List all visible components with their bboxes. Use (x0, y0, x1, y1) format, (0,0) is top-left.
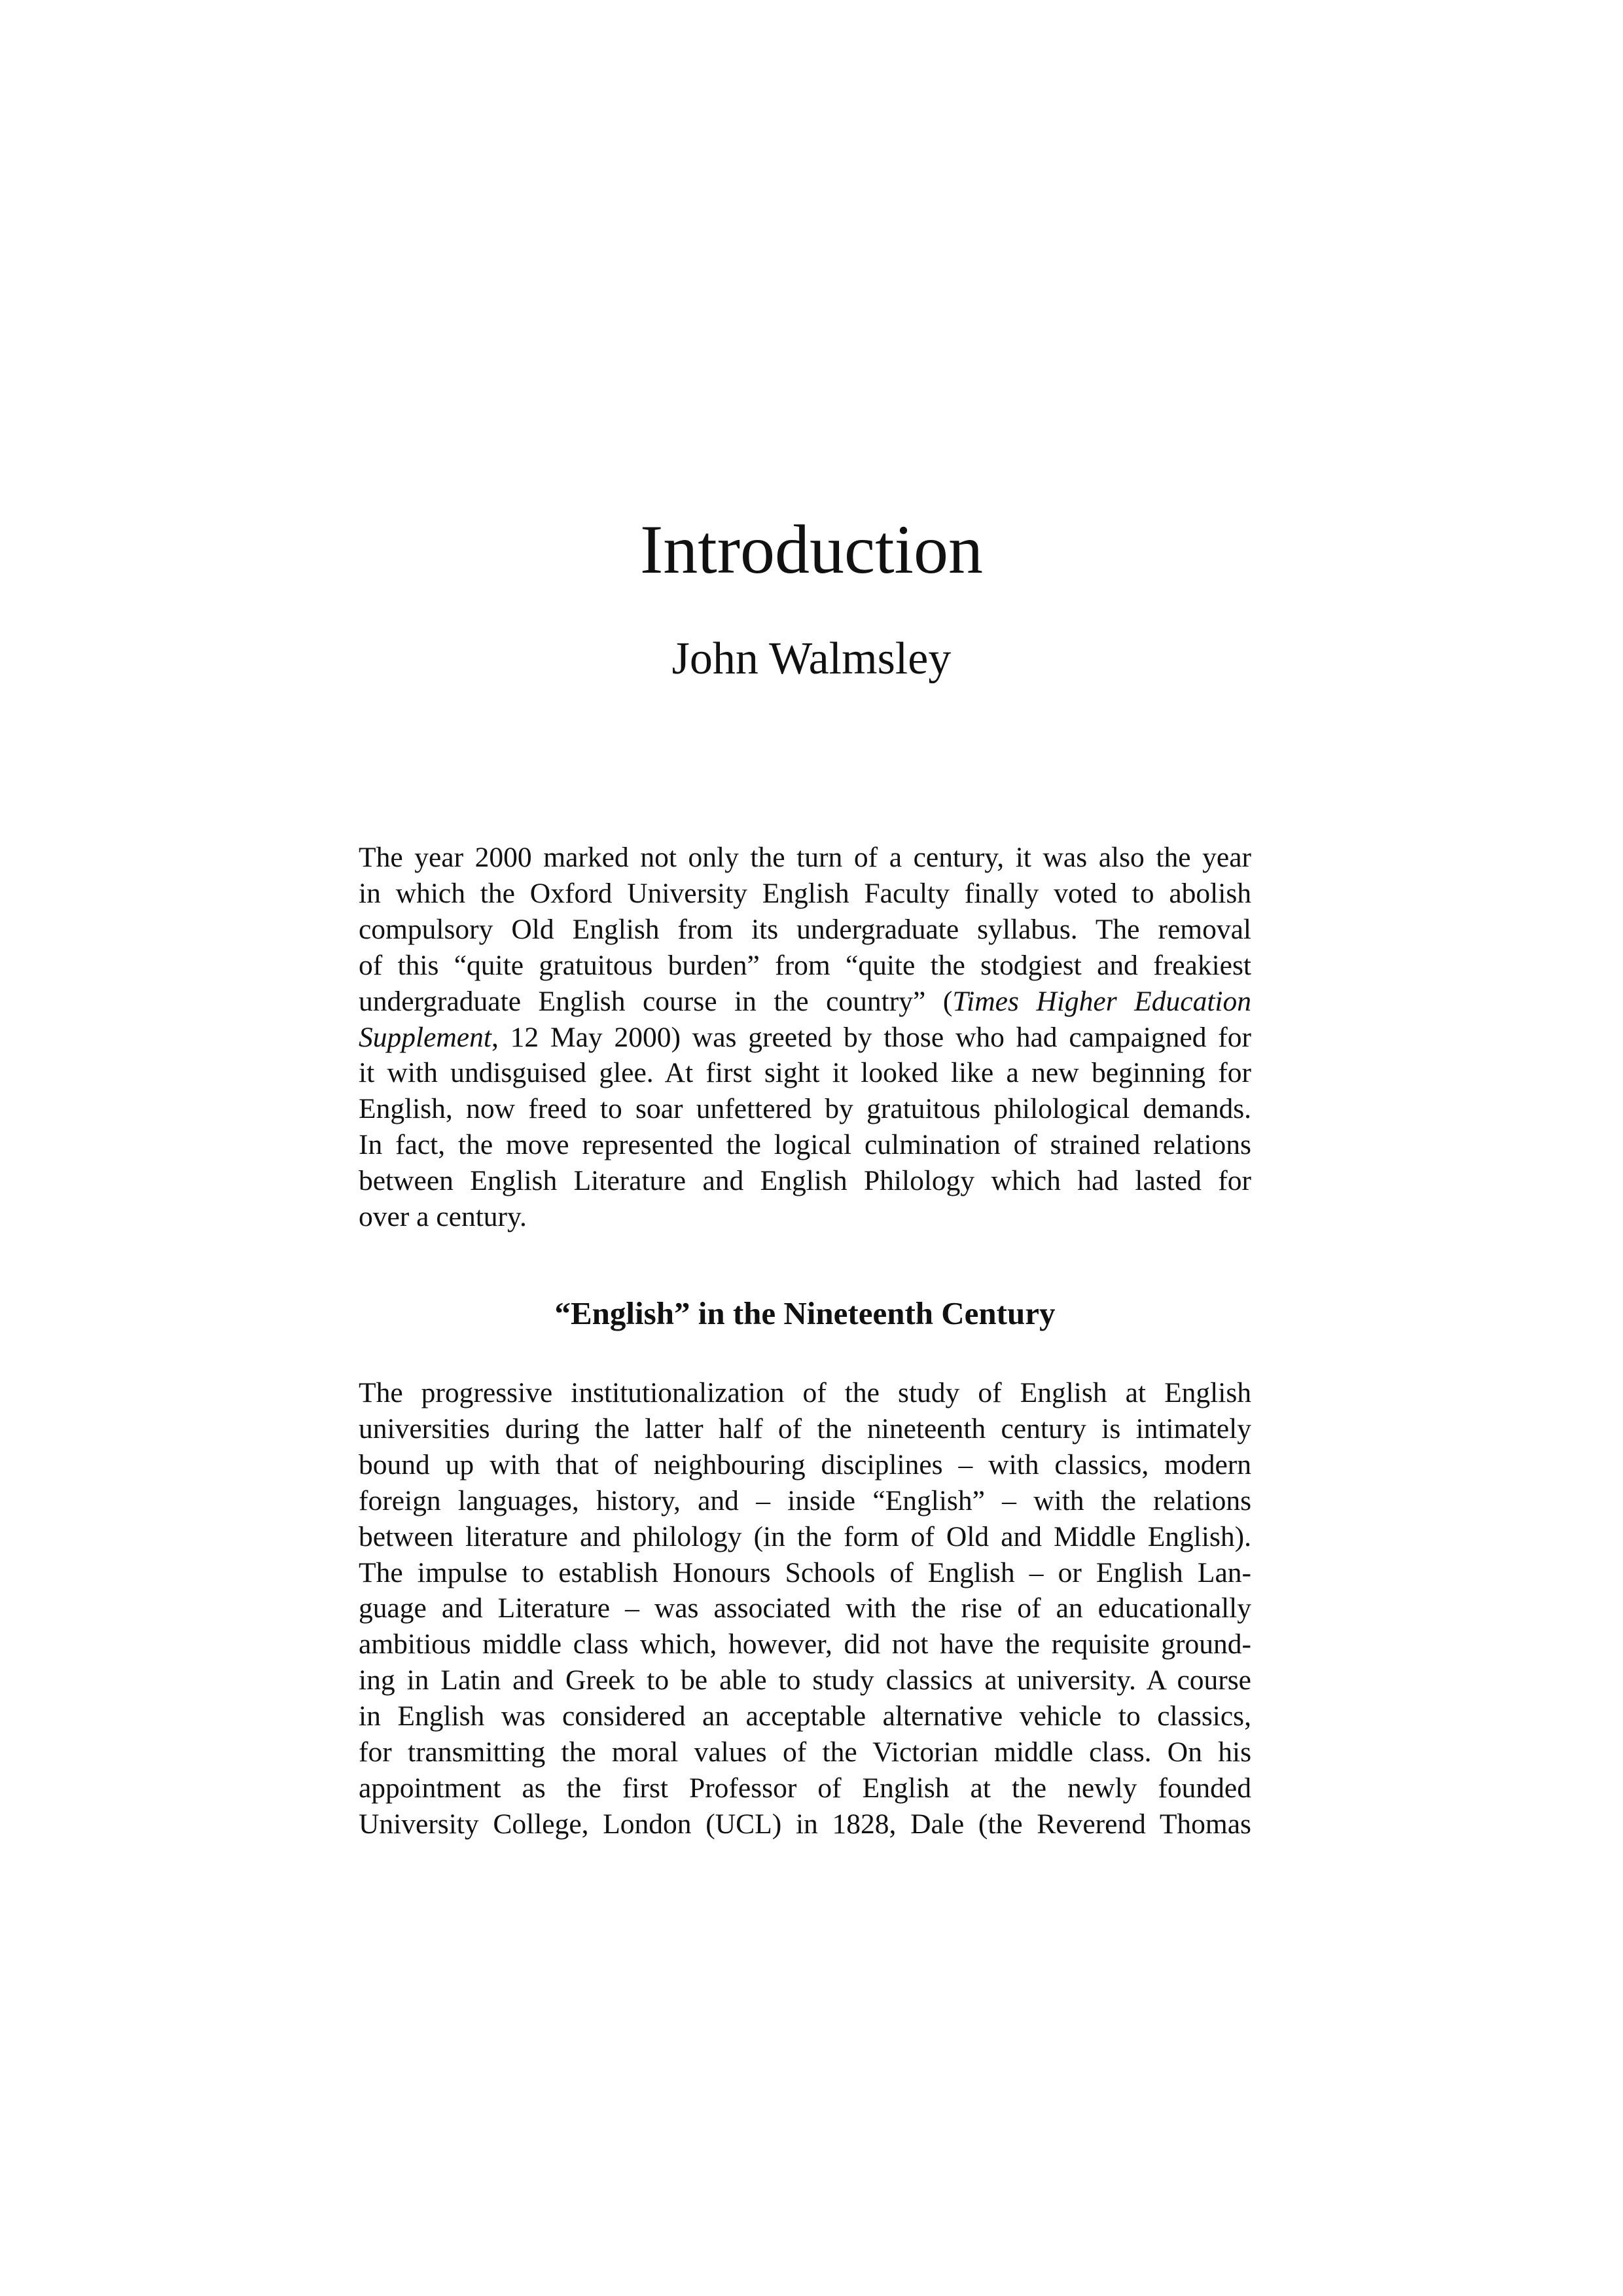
text-line: guage and Literature – was associated with the rise of an educationally (359, 1592, 1251, 1624)
text-line: The progressive institutionalization of the study of English at English (359, 1377, 1251, 1408)
intro-paragraph (359, 840, 1251, 1235)
section-heading: “English” in the Nineteenth Century (554, 1295, 1056, 1331)
text-fragment: undergraduate English course in the country” ( (359, 985, 953, 1017)
text-line-with-citation (359, 1020, 1251, 1056)
text-line: universities during the latter half of the nineteenth century is intimately (359, 1412, 1251, 1444)
citation-title: Supplement (359, 1021, 491, 1053)
text-line: between English Literature and English Philology which had lasted for (359, 1165, 1251, 1197)
chapter-author: John Walmsley (671, 634, 952, 684)
text-fragment: , 12 May 2000) was greeted by those who had campaigned for (491, 1021, 1251, 1053)
text-line: The year 2000 marked not only the turn of a century, it was also the year (359, 842, 1251, 873)
text-line: English, now freed to soar unfettered by gratuitous philological demands. (359, 1093, 1251, 1125)
text-line: compulsory Old English from its undergraduate syllabus. The removal (359, 913, 1251, 945)
citation-title: Times Higher Education (952, 985, 1251, 1017)
text-line-with-citation (359, 984, 1251, 1020)
text-line: University College, London (UCL) in 1828, Dale (the Reverend Thomas (359, 1808, 1251, 1840)
body-paragraph (359, 1375, 1251, 1842)
text-line: ambitious middle class which, however, did not have the requisite ground- (359, 1628, 1251, 1660)
chapter-title: Introduction (640, 511, 983, 588)
text-line: in English was considered an acceptable alternative vehicle to classics, (359, 1700, 1251, 1732)
text-line: it with undisguised glee. At first sight it looked like a new beginning for (359, 1057, 1251, 1089)
text-line: foreign languages, history, and – inside “English” – with the relations (359, 1484, 1251, 1516)
text-line: over a century. (359, 1201, 527, 1233)
text-line: bound up with that of neighbouring disciplines – with classics, modern (359, 1448, 1251, 1480)
text-line: of this “quite gratuitous burden” from “quite the stodgiest and freakiest (359, 949, 1251, 981)
text-line: The impulse to establish Honours Schools of English – or English Lan- (359, 1556, 1251, 1588)
text-line: for transmitting the moral values of the Victorian middle class. On his (359, 1736, 1251, 1768)
text-line: in which the Oxford University English Faculty finally voted to abolish (359, 877, 1251, 909)
text-line: between literature and philology (in the form of Old and Middle English). (359, 1520, 1251, 1552)
text-line: In fact, the move represented the logical culmination of strained relations (359, 1129, 1251, 1161)
text-line: appointment as the first Professor of English at the newly founded (359, 1772, 1251, 1804)
text-line: ing in Latin and Greek to be able to study classics at university. A course (359, 1664, 1251, 1696)
